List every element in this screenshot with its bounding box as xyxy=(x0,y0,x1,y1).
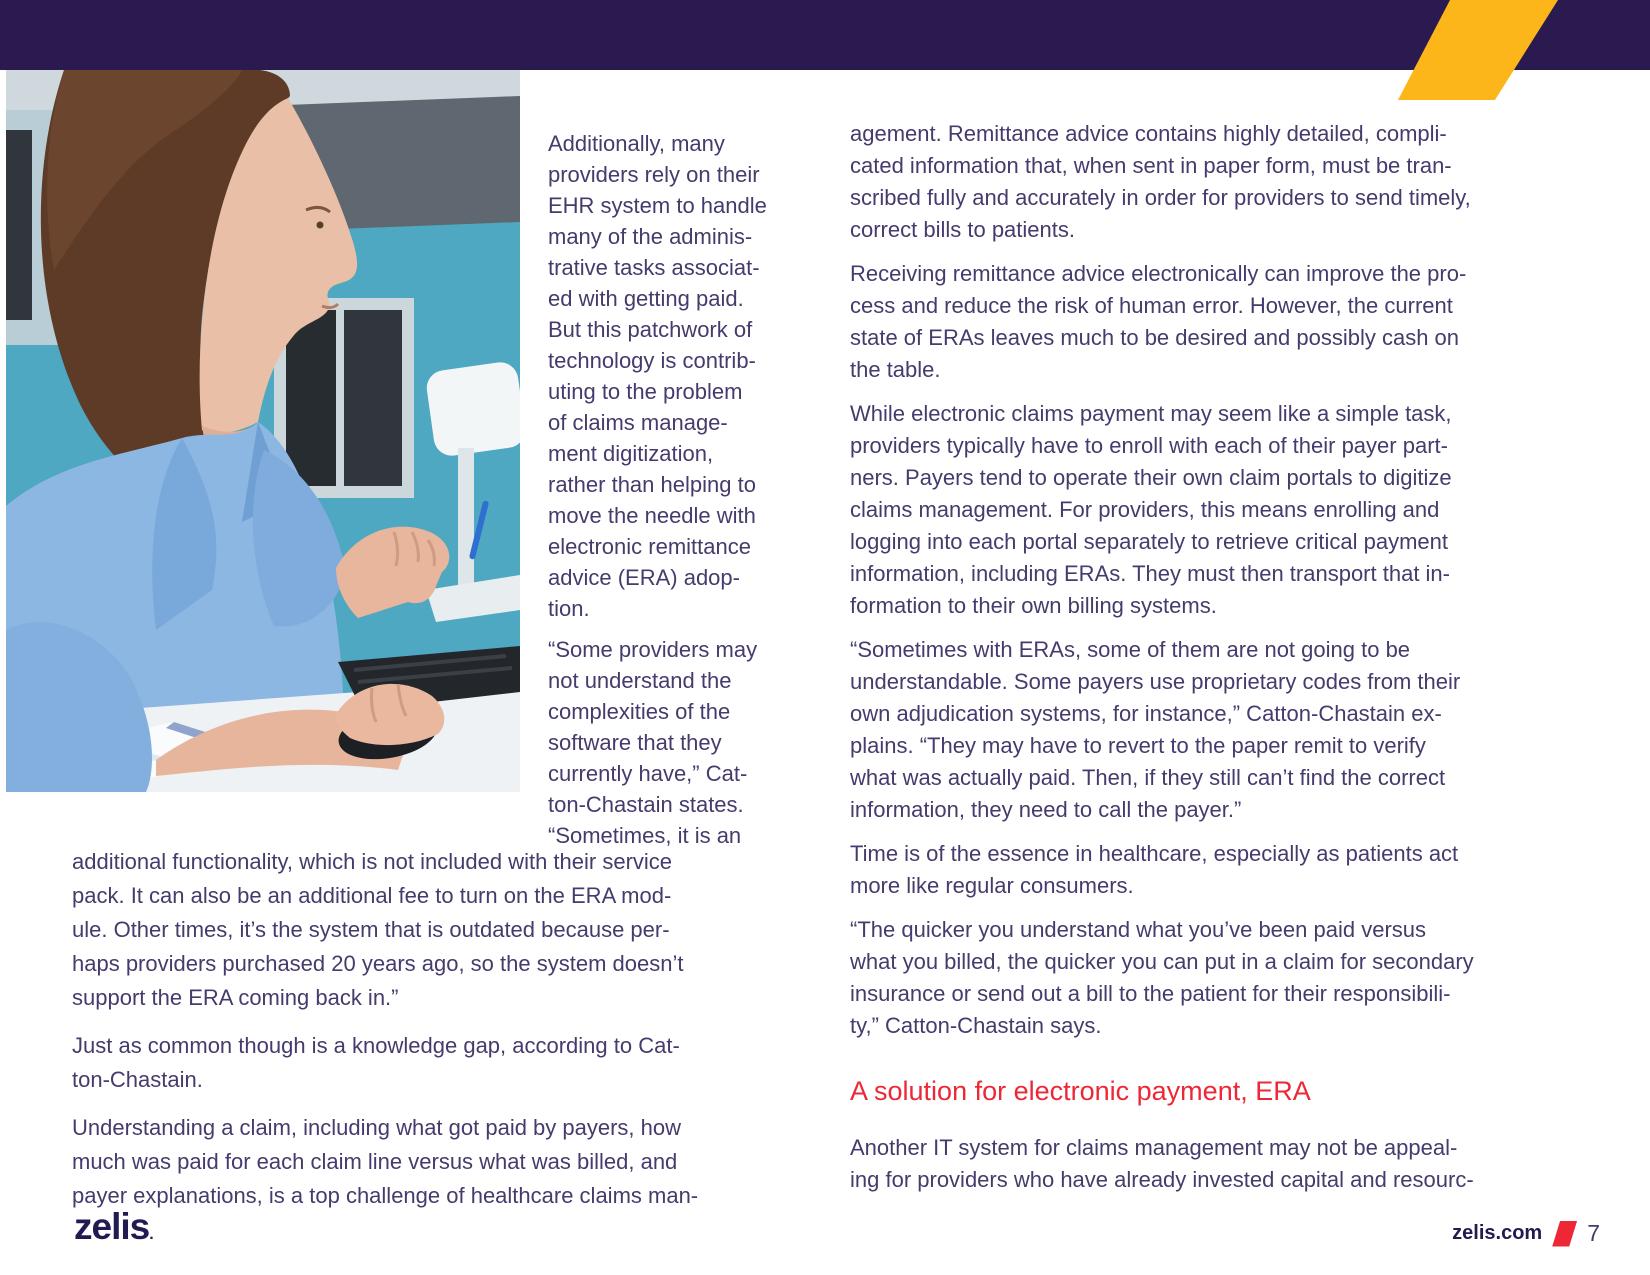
footer-site-link[interactable]: zelis.com xyxy=(1452,1222,1543,1244)
left-text-block xyxy=(72,845,772,1227)
paragraph: agement. Remittance advice contains highly detailed, compli- cated information that, when sent in paper form, must be tran- scribed fully and accurately in order for providers to send timely, correct bills to patients. xyxy=(850,121,1471,242)
zelis-logo-mark: . xyxy=(149,1226,153,1243)
section-heading: A solution for electronic payment, ERA xyxy=(850,1076,1311,1106)
paragraph: “Sometimes with ERAs, some of them are not going to be understandable. Some payers use proprietary codes from their own adjudication systems, for instance,” Catton-Chastain ex- plains. “They may have to revert to the paper remit to verify what was actually paid. Then, if they still can’t find the correct information, they need to call the payer.” xyxy=(850,637,1461,822)
narrow-text-column xyxy=(548,128,798,861)
paragraph: “Some providers may not understand the complexities of the software that they currently have,” Cat- ton-Chastain states. “Sometimes, it is an xyxy=(548,637,758,848)
paragraph: Receiving remittance advice electronically can improve the pro- cess and reduce the risk of human error. However, the current state of ERAs leaves much to be desired and possibly cash on the table. xyxy=(850,261,1467,382)
footer-right xyxy=(1440,1220,1600,1247)
paragraph: While electronic claims payment may seem like a simple task, providers typically have to enroll with each of their payer part- ners. Payers tend to operate their own claim portals to digitize claims management. For providers, this means enrolling and logging into each portal separately to retrieve critical payment information, including ERAs. They must then transport that in- formation to their own billing systems. xyxy=(850,401,1452,618)
red-slash-icon xyxy=(1552,1221,1577,1247)
paragraph: Understanding a claim, including what got paid by payers, how much was paid for each claim line versus what was billed, and payer explanations, is a top challenge of healthcare claims man- xyxy=(72,1115,699,1208)
office-photo xyxy=(6,70,520,792)
paragraph: Just as common though is a knowledge gap, according to Cat- ton-Chastain. xyxy=(72,1033,680,1092)
right-text-column xyxy=(850,118,1560,1208)
paragraph: Additionally, many providers rely on their EHR system to handle many of the adminis- trative tasks associat- ed with getting paid. But this patchwork of technology is contrib- uting to the problem of claims manage- ment digitization, rather than helping to move the needle with electronic remittance advice (ERA) adop- tion. xyxy=(548,131,767,621)
zelis-logo xyxy=(74,1206,153,1248)
top-banner xyxy=(0,0,1650,70)
paragraph: Another IT system for claims management may not be appeal- ing for providers who have already invested capital and resourc- xyxy=(850,1135,1474,1192)
paragraph: Time is of the essence in healthcare, especially as patients act more like regular consumers. xyxy=(850,841,1459,898)
paragraph: additional functionality, which is not included with their service pack. It can also be an additional fee to turn on the ERA mod- ule. Other times, it’s the system that is outdated because per- haps providers purchased 20 years ago, so the system doesn’t support the ERA coming back in.” xyxy=(72,849,684,1010)
page-number: 7 xyxy=(1587,1220,1600,1246)
paragraph: “The quicker you understand what you’ve been paid versus what you billed, the quicker you can put in a claim for secondary insurance or send out a bill to the patient for their responsibili- ty,” Catton-Chastain says. xyxy=(850,917,1474,1038)
zelis-logo-text: zelis xyxy=(74,1206,150,1247)
office-photo-illustration xyxy=(6,70,520,792)
